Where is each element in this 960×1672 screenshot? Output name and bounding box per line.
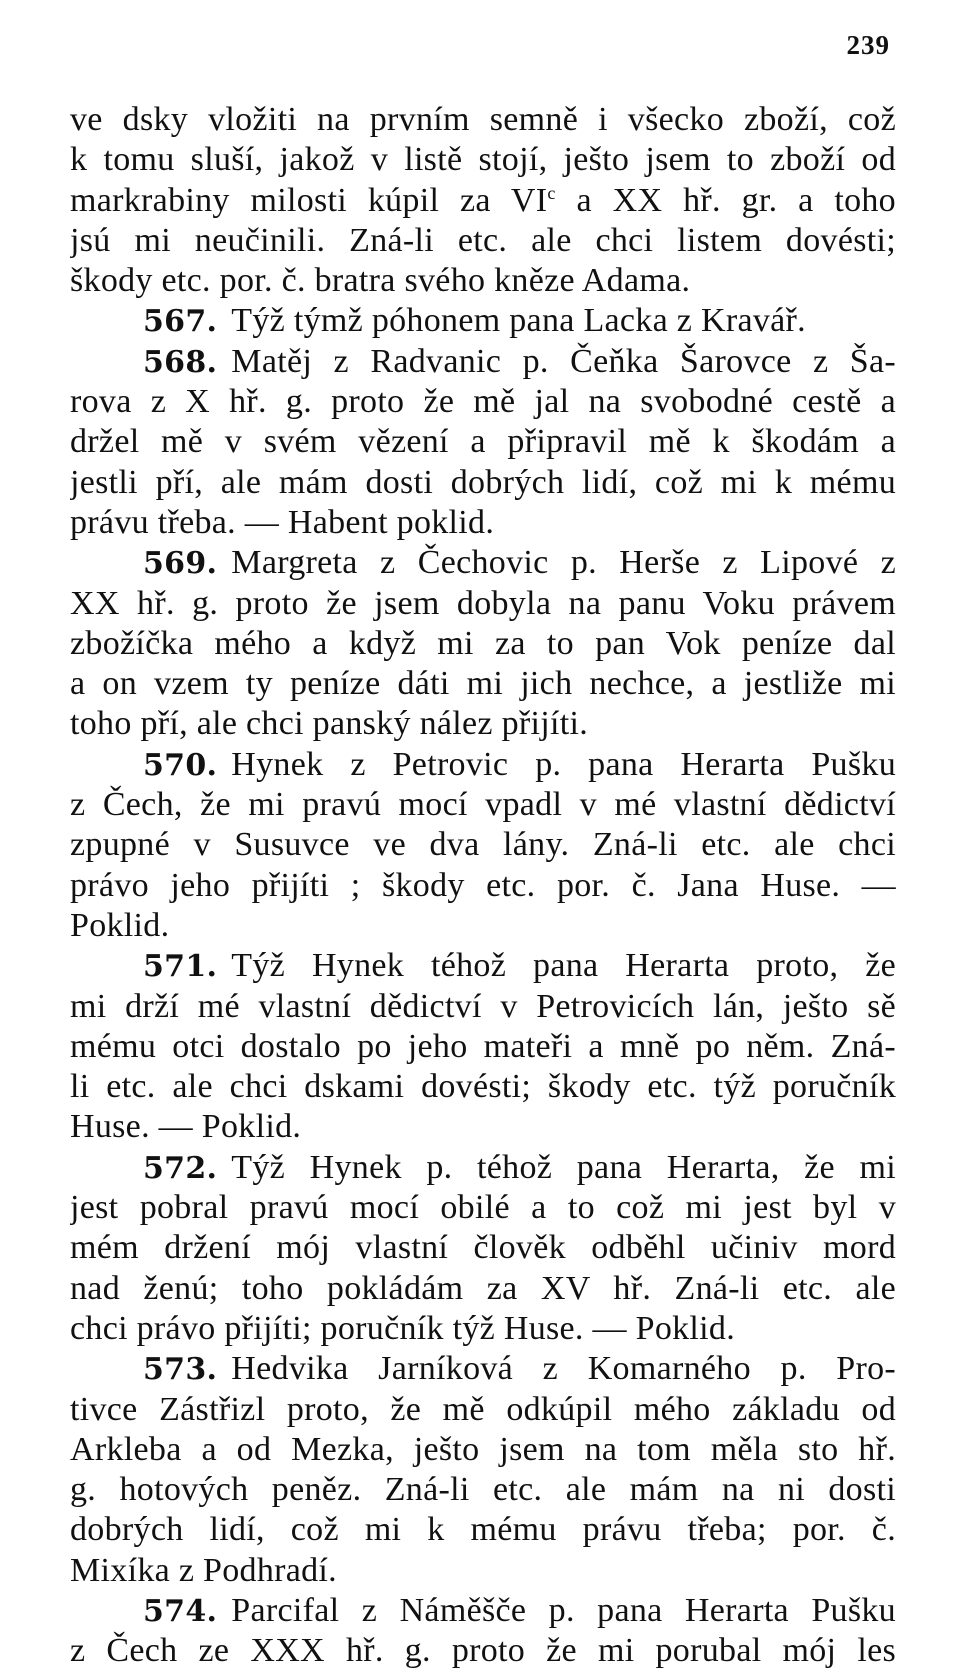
text-line	[70, 1551, 896, 1591]
line-text: g. hotových peněz. Zná-li etc. ale mám na ni dosti	[70, 1471, 896, 1509]
text-line	[70, 1470, 896, 1510]
text-line	[70, 543, 896, 583]
line-text: a XX hř. gr. a toho	[555, 181, 896, 219]
line-text: tivce Zástřizl proto, že mě odkúpil mého základu od	[70, 1390, 896, 1428]
text-line	[70, 1148, 896, 1188]
entry-number: 574.	[143, 1593, 218, 1629]
text-line	[70, 1107, 896, 1147]
line-text: markrabiny milosti kúpil za VI	[70, 181, 548, 219]
text-line	[70, 342, 896, 382]
text-line	[70, 987, 896, 1027]
entry-number: 570.	[143, 747, 218, 783]
entry-number: 569.	[143, 546, 218, 582]
line-text: jest pobral pravú mocí obilé a to což mi jest byl v	[70, 1189, 896, 1227]
text-line	[70, 866, 896, 906]
text-line	[70, 1510, 896, 1550]
text-line	[70, 624, 896, 664]
line-text: Hynek z Petrovic p. pana Herarta Pušku	[231, 745, 896, 783]
line-text: zpupné v Susuvce ve dva lány. Zná-li etc. ale chci	[70, 826, 896, 864]
line-text: právu třeba. — Habent poklid.	[70, 503, 495, 541]
text-line	[70, 1269, 896, 1309]
text-line	[70, 382, 896, 422]
line-text: toho pří, ale chci panský nález přijíti.	[70, 705, 589, 743]
line-text: Týž Hynek téhož pana Herarta proto, že	[231, 947, 896, 985]
line-text: Poklid.	[70, 906, 170, 944]
text-line	[70, 100, 896, 140]
text-line	[70, 1228, 896, 1268]
text-line	[70, 1631, 896, 1671]
line-text: zbožíčka mého a když mi za to pan Vok peníze dal	[70, 624, 896, 662]
line-text: z Čech ze XXX hř. g. proto že mi porubal mój les	[70, 1632, 896, 1670]
line-text: držel mě v svém vězení a připravil mě k škodám a	[70, 423, 896, 461]
entry-number: 571.	[143, 949, 218, 985]
text-line	[70, 1027, 896, 1067]
text-line	[70, 463, 896, 503]
line-text: Parcifal z Náměšče p. pana Herarta Pušku	[231, 1591, 896, 1629]
text-line	[70, 906, 896, 946]
line-text: Huse. — Poklid.	[70, 1108, 302, 1146]
line-text: právo jeho přijíti ; škody etc. por. č. Jana Huse. —	[70, 866, 896, 904]
line-text: dobrých lidí, což mi k mému právu třeba; por. č.	[70, 1511, 896, 1549]
line-text: jsú mi neučinili. Zná-li etc. ale chci listem dovésti;	[70, 221, 896, 259]
line-text: k tomu sluší, jakož v listě stojí, ješto jsem to zboží od	[70, 141, 896, 179]
page-number: 239	[846, 30, 890, 60]
line-text: mi drží mé vlastní dědictví v Petrovicích lán, ješto sě	[70, 987, 896, 1025]
text-line	[70, 1188, 896, 1228]
entry-number: 568.	[143, 344, 218, 380]
line-text: mému otci dostalo po jeho mateři a mně po něm. Zná-	[70, 1027, 896, 1065]
line-text: Arkleba a od Mezka, ješto jsem na tom měla sto hř.	[70, 1430, 896, 1468]
text-line	[70, 181, 896, 221]
line-text: rova z X hř. g. proto že mě jal na svobodné cestě a	[70, 383, 896, 421]
superscript: c	[547, 182, 556, 203]
body-text	[70, 100, 896, 1672]
line-text: a on vzem ty peníze dáti mi jich nechce, a jestliže mi	[70, 665, 896, 703]
text-line	[70, 1430, 896, 1470]
line-text: chci právo přijíti; poručník týž Huse. — Poklid.	[70, 1309, 736, 1347]
text-line	[70, 221, 896, 261]
line-text: XX hř. g. proto že jsem dobyla na panu Voku právem	[70, 584, 896, 622]
line-text: Hedvika Jarníková z Komarného p. Pro-	[231, 1350, 896, 1388]
line-text: Margreta z Čechovic p. Herše z Lipové z	[231, 544, 896, 582]
text-line	[70, 1067, 896, 1107]
line-text: mém držení mój vlastní člověk odběhl učiniv mord	[70, 1229, 896, 1267]
text-line	[70, 785, 896, 825]
text-line	[70, 1309, 896, 1349]
line-text: nad ženú; toho pokládám za XV hř. Zná-li etc. ale	[70, 1269, 896, 1307]
entry-number: 567.	[143, 304, 218, 340]
text-line	[70, 261, 896, 301]
entry-number: 573.	[143, 1352, 218, 1388]
text-line	[70, 704, 896, 744]
line-text: škody etc. por. č. bratra svého kněze Adama.	[70, 262, 691, 300]
line-text: Týž týmž póhonem pana Lacka z Kravář.	[231, 302, 806, 340]
text-line	[70, 422, 896, 462]
line-text: z Čech, že mi pravú mocí vpadl v mé vlastní dědictví	[70, 786, 896, 824]
line-text: Týž Hynek p. téhož pana Herarta, že mi	[231, 1148, 896, 1186]
text-line	[70, 745, 896, 785]
text-line	[70, 1591, 896, 1631]
line-text: jestli pří, ale mám dosti dobrých lidí, což mi k mému	[70, 463, 896, 501]
line-text: ve dsky vložiti na prvním semně i všecko zboží, což	[70, 101, 896, 138]
text-line	[70, 946, 896, 986]
text-line	[70, 825, 896, 865]
text-line	[70, 1390, 896, 1430]
text-line	[70, 140, 896, 180]
line-text: Mixíka z Podhradí.	[70, 1551, 337, 1589]
line-text: li etc. ale chci dskami dovésti; škody etc. týž poručník	[70, 1068, 896, 1106]
text-line	[70, 1349, 896, 1389]
text-line	[70, 664, 896, 704]
entry-number: 572.	[143, 1150, 218, 1186]
text-line	[70, 301, 896, 341]
text-line	[70, 503, 896, 543]
line-text: Matěj z Radvanic p. Čeňka Šarovce z Ša-	[231, 342, 896, 380]
text-line	[70, 584, 896, 624]
